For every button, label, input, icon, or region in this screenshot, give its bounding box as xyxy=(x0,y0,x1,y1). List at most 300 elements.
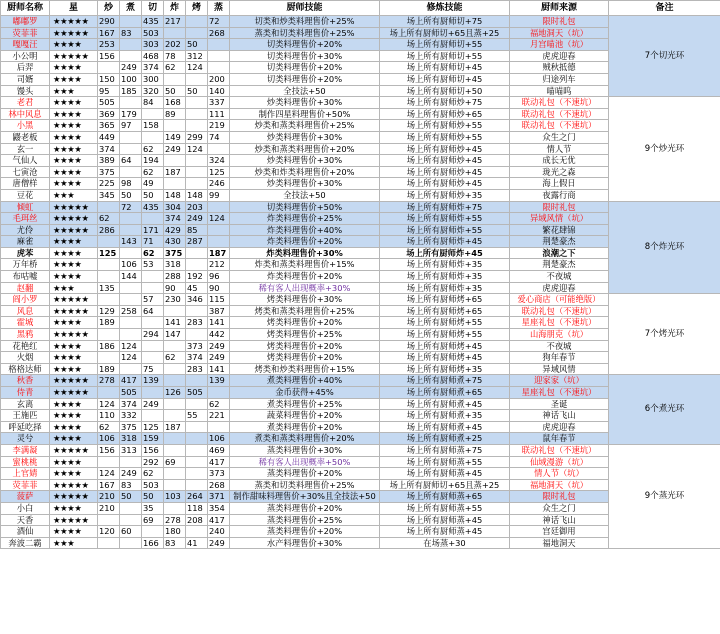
chef-name-cell[interactable]: 林中风息 xyxy=(1,108,50,120)
chef-skill-cell[interactable]: 蒸类料理售价+20% xyxy=(230,526,380,538)
star-rating-cell[interactable]: ★★★★ xyxy=(50,97,98,109)
boil-value-cell[interactable] xyxy=(120,282,142,294)
steam-value-cell[interactable]: 141 xyxy=(208,363,230,375)
boil-value-cell[interactable]: 124 xyxy=(120,340,142,352)
steam-value-cell[interactable]: 200 xyxy=(208,73,230,85)
group-note-cell[interactable]: 8个炸光环 xyxy=(609,201,720,294)
star-rating-cell[interactable]: ★★★ xyxy=(50,282,98,294)
cut-value-cell[interactable] xyxy=(142,410,164,422)
chef-skill-cell[interactable]: 蒸类料理售价+20% xyxy=(230,502,380,514)
fry-value-cell[interactable]: 89 xyxy=(164,108,186,120)
stir-value-cell[interactable]: 120 xyxy=(98,526,120,538)
roast-value-cell[interactable]: 249 xyxy=(186,213,208,225)
group-note-cell[interactable]: 9个炒光环 xyxy=(609,97,720,201)
stir-value-cell[interactable]: 449 xyxy=(98,131,120,143)
stir-value-cell[interactable] xyxy=(98,329,120,341)
fry-value-cell[interactable]: 318 xyxy=(164,259,186,271)
roast-value-cell[interactable] xyxy=(186,97,208,109)
col-header-steam[interactable]: 蒸 xyxy=(208,1,230,16)
training-skill-cell[interactable]: 场上所有厨师切+65且蒸+25 xyxy=(380,479,510,491)
training-skill-cell[interactable]: 场上所有厨师切+50 xyxy=(380,85,510,97)
chef-name-cell[interactable]: 小公明 xyxy=(1,50,50,62)
chef-skill-cell[interactable]: 炒类料理售价+30% xyxy=(230,178,380,190)
chef-source-cell[interactable]: 异域风情 xyxy=(510,363,609,375)
star-rating-cell[interactable]: ★★★★ xyxy=(50,143,98,155)
boil-value-cell[interactable]: 249 xyxy=(120,62,142,74)
training-skill-cell[interactable]: 场上所有厨师切+55 xyxy=(380,50,510,62)
cut-value-cell[interactable]: 57 xyxy=(142,294,164,306)
boil-value-cell[interactable]: 185 xyxy=(120,85,142,97)
fry-value-cell[interactable]: 187 xyxy=(164,166,186,178)
chef-name-cell[interactable]: 火烟 xyxy=(1,352,50,364)
cut-value-cell[interactable]: 503 xyxy=(142,479,164,491)
fry-value-cell[interactable]: 149 xyxy=(164,131,186,143)
star-rating-cell[interactable]: ★★★★ xyxy=(50,62,98,74)
chef-name-cell[interactable]: 天香 xyxy=(1,514,50,526)
boil-value-cell[interactable] xyxy=(120,224,142,236)
stir-value-cell[interactable] xyxy=(98,259,120,271)
chef-name-cell[interactable]: 荧菲菲 xyxy=(1,479,50,491)
chef-skill-cell[interactable]: 炸类料理售价+20% xyxy=(230,236,380,248)
boil-value-cell[interactable]: 124 xyxy=(120,352,142,364)
chef-skill-cell[interactable]: 烤类料理售价+20% xyxy=(230,317,380,329)
boil-value-cell[interactable]: 72 xyxy=(120,201,142,213)
training-skill-cell[interactable]: 场上所有厨师烤+65 xyxy=(380,294,510,306)
chef-source-cell[interactable]: 联动礼包（不速坑） xyxy=(510,444,609,456)
fry-value-cell[interactable]: 374 xyxy=(164,213,186,225)
roast-value-cell[interactable]: 124 xyxy=(186,143,208,155)
fry-value-cell[interactable]: 230 xyxy=(164,294,186,306)
training-skill-cell[interactable]: 场上所有厨师蒸+55 xyxy=(380,456,510,468)
steam-value-cell[interactable]: 72 xyxy=(208,16,230,28)
star-rating-cell[interactable]: ★★★★★ xyxy=(50,329,98,341)
chef-name-cell[interactable]: 倾虹 xyxy=(1,201,50,213)
steam-value-cell[interactable]: 62 xyxy=(208,398,230,410)
roast-value-cell[interactable]: 264 xyxy=(186,491,208,503)
training-skill-cell[interactable]: 场上所有厨师煮+45 xyxy=(380,398,510,410)
steam-value-cell[interactable]: 139 xyxy=(208,375,230,387)
star-rating-cell[interactable]: ★★★★ xyxy=(50,247,98,259)
fry-value-cell[interactable]: 126 xyxy=(164,387,186,399)
chef-name-cell[interactable]: 小白 xyxy=(1,502,50,514)
roast-value-cell[interactable]: 373 xyxy=(186,340,208,352)
fry-value-cell[interactable]: 62 xyxy=(164,352,186,364)
steam-value-cell[interactable] xyxy=(208,143,230,155)
chef-name-cell[interactable]: 虎苯 xyxy=(1,247,50,259)
stir-value-cell[interactable]: 124 xyxy=(98,468,120,480)
star-rating-cell[interactable]: ★★★★ xyxy=(50,433,98,445)
roast-value-cell[interactable]: 45 xyxy=(186,282,208,294)
steam-value-cell[interactable]: 141 xyxy=(208,317,230,329)
roast-value-cell[interactable]: 283 xyxy=(186,317,208,329)
star-rating-cell[interactable]: ★★★★ xyxy=(50,166,98,178)
chef-skill-cell[interactable]: 稀有客人出现概率+50% xyxy=(230,456,380,468)
star-rating-cell[interactable]: ★★★★ xyxy=(50,155,98,167)
training-skill-cell[interactable]: 场上所有厨师切+55 xyxy=(380,39,510,51)
steam-value-cell[interactable]: 111 xyxy=(208,108,230,120)
chef-source-cell[interactable]: 限时礼包 xyxy=(510,491,609,503)
roast-value-cell[interactable] xyxy=(186,433,208,445)
chef-source-cell[interactable]: 虎虎迎春 xyxy=(510,421,609,433)
stir-value-cell[interactable]: 167 xyxy=(98,479,120,491)
training-skill-cell[interactable]: 场上所有厨师煮+75 xyxy=(380,375,510,387)
chef-source-cell[interactable]: 联动礼包（不速坑） xyxy=(510,120,609,132)
chef-name-cell[interactable]: 上官婧 xyxy=(1,468,50,480)
chef-skill-cell[interactable]: 全技法+50 xyxy=(230,85,380,97)
cut-value-cell[interactable]: 435 xyxy=(142,16,164,28)
fry-value-cell[interactable]: 304 xyxy=(164,201,186,213)
boil-value-cell[interactable]: 417 xyxy=(120,375,142,387)
training-skill-cell[interactable]: 场上所有厨师煮+65 xyxy=(380,387,510,399)
chef-name-cell[interactable]: 荧菲菲 xyxy=(1,27,50,39)
cut-value-cell[interactable] xyxy=(142,131,164,143)
table-row[interactable] xyxy=(1,444,720,456)
chef-skill-cell[interactable]: 切类和炒类料理售价+25% xyxy=(230,16,380,28)
steam-value-cell[interactable] xyxy=(208,224,230,236)
stir-value-cell[interactable]: 167 xyxy=(98,27,120,39)
cut-value-cell[interactable]: 292 xyxy=(142,456,164,468)
cut-value-cell[interactable]: 166 xyxy=(142,537,164,549)
roast-value-cell[interactable]: 283 xyxy=(186,363,208,375)
chef-name-cell[interactable]: 后羿 xyxy=(1,62,50,74)
table-row[interactable] xyxy=(1,16,720,28)
cut-value-cell[interactable]: 62 xyxy=(142,468,164,480)
roast-value-cell[interactable]: 124 xyxy=(186,62,208,74)
fry-value-cell[interactable] xyxy=(164,468,186,480)
chef-source-cell[interactable]: 荆楚豪杰 xyxy=(510,236,609,248)
boil-value-cell[interactable] xyxy=(120,329,142,341)
chef-source-cell[interactable]: 神话飞山 xyxy=(510,514,609,526)
training-skill-cell[interactable]: 场上所有厨师炒+35 xyxy=(380,189,510,201)
group-note-cell[interactable]: 6个煮光环 xyxy=(609,375,720,445)
training-skill-cell[interactable]: 场上所有厨师炸+35 xyxy=(380,259,510,271)
cut-value-cell[interactable] xyxy=(142,352,164,364)
chef-source-cell[interactable]: 海上假日 xyxy=(510,178,609,190)
chef-skill-cell[interactable]: 炒类和炸类料理售价+20% xyxy=(230,166,380,178)
boil-value-cell[interactable] xyxy=(120,50,142,62)
stir-value-cell[interactable] xyxy=(98,537,120,549)
training-skill-cell[interactable]: 场上所有厨师烤+45 xyxy=(380,340,510,352)
steam-value-cell[interactable]: 125 xyxy=(208,166,230,178)
chef-skill-cell[interactable]: 炸类料理售价+20% xyxy=(230,271,380,283)
fry-value-cell[interactable] xyxy=(164,120,186,132)
fry-value-cell[interactable]: 202 xyxy=(164,39,186,51)
star-rating-cell[interactable]: ★★★★ xyxy=(50,73,98,85)
training-skill-cell[interactable]: 场上所有厨师炸+45 xyxy=(380,236,510,248)
steam-value-cell[interactable]: 124 xyxy=(208,213,230,225)
chef-source-cell[interactable]: 福地洞天（坑） xyxy=(510,27,609,39)
boil-value-cell[interactable] xyxy=(120,537,142,549)
chef-skill-cell[interactable]: 炸类料理售价+25% xyxy=(230,213,380,225)
chef-name-cell[interactable]: 唐僧样 xyxy=(1,178,50,190)
training-skill-cell[interactable]: 场上所有厨师炒+75 xyxy=(380,97,510,109)
chef-name-cell[interactable]: 奔波二霸 xyxy=(1,537,50,549)
star-rating-cell[interactable]: ★★★ xyxy=(50,537,98,549)
roast-value-cell[interactable]: 287 xyxy=(186,236,208,248)
col-header-cut[interactable]: 切 xyxy=(142,1,164,16)
cut-value-cell[interactable] xyxy=(142,282,164,294)
star-rating-cell[interactable]: ★★★★★ xyxy=(50,387,98,399)
training-skill-cell[interactable]: 场上所有厨师炒+45 xyxy=(380,178,510,190)
roast-value-cell[interactable] xyxy=(186,398,208,410)
chef-name-cell[interactable]: 豆花 xyxy=(1,189,50,201)
cut-value-cell[interactable]: 64 xyxy=(142,305,164,317)
star-rating-cell[interactable]: ★★★★ xyxy=(50,363,98,375)
chef-name-cell[interactable]: 司婿 xyxy=(1,73,50,85)
cut-value-cell[interactable]: 139 xyxy=(142,375,164,387)
stir-value-cell[interactable]: 278 xyxy=(98,375,120,387)
cut-value-cell[interactable] xyxy=(142,526,164,538)
stir-value-cell[interactable]: 106 xyxy=(98,433,120,445)
chef-name-cell[interactable]: 霍城 xyxy=(1,317,50,329)
chef-name-cell[interactable]: 赵翻 xyxy=(1,282,50,294)
chef-source-cell[interactable]: 月宫喵池（坑） xyxy=(510,39,609,51)
fry-value-cell[interactable]: 148 xyxy=(164,189,186,201)
chef-skill-cell[interactable]: 切类料理售价+20% xyxy=(230,62,380,74)
fry-value-cell[interactable]: 69 xyxy=(164,456,186,468)
chef-skill-cell[interactable]: 制作四星料理售价+50% xyxy=(230,108,380,120)
roast-value-cell[interactable] xyxy=(186,108,208,120)
stir-value-cell[interactable]: 189 xyxy=(98,363,120,375)
chef-source-cell[interactable]: 圣诞 xyxy=(510,398,609,410)
boil-value-cell[interactable] xyxy=(120,39,142,51)
stir-value-cell[interactable]: 225 xyxy=(98,178,120,190)
roast-value-cell[interactable]: 505 xyxy=(186,387,208,399)
chef-source-cell[interactable]: 神话飞山 xyxy=(510,410,609,422)
stir-value-cell[interactable]: 95 xyxy=(98,85,120,97)
boil-value-cell[interactable] xyxy=(120,456,142,468)
fry-value-cell[interactable] xyxy=(164,73,186,85)
boil-value-cell[interactable] xyxy=(120,143,142,155)
stir-value-cell[interactable]: 186 xyxy=(98,340,120,352)
stir-value-cell[interactable] xyxy=(98,456,120,468)
training-skill-cell[interactable]: 场上所有厨师烤+65 xyxy=(380,305,510,317)
steam-value-cell[interactable]: 324 xyxy=(208,155,230,167)
chef-skill-cell[interactable]: 水产料理售价+30% xyxy=(230,537,380,549)
col-header-name[interactable]: 厨师名称 xyxy=(1,1,50,16)
stir-value-cell[interactable]: 135 xyxy=(98,282,120,294)
star-rating-cell[interactable]: ★★★★★ xyxy=(50,213,98,225)
chef-name-cell[interactable]: 麻雀 xyxy=(1,236,50,248)
chef-name-cell[interactable]: 鼹老板 xyxy=(1,131,50,143)
roast-value-cell[interactable] xyxy=(186,178,208,190)
fry-value-cell[interactable]: 217 xyxy=(164,16,186,28)
cut-value-cell[interactable]: 320 xyxy=(142,85,164,97)
chef-source-cell[interactable]: 异域风情（坑） xyxy=(510,213,609,225)
roast-value-cell[interactable] xyxy=(186,526,208,538)
chef-source-cell[interactable]: 山海朋克（坑） xyxy=(510,329,609,341)
cut-value-cell[interactable]: 300 xyxy=(142,73,164,85)
chef-name-cell[interactable]: 气仙人 xyxy=(1,155,50,167)
chef-name-cell[interactable]: 馒头 xyxy=(1,85,50,97)
steam-value-cell[interactable]: 74 xyxy=(208,131,230,143)
table-row[interactable] xyxy=(1,375,720,387)
chef-name-cell[interactable]: 毛珥丝 xyxy=(1,213,50,225)
steam-value-cell[interactable]: 90 xyxy=(208,282,230,294)
chef-source-cell[interactable]: 鼠年春节 xyxy=(510,433,609,445)
chef-source-cell[interactable]: 众生之门 xyxy=(510,502,609,514)
roast-value-cell[interactable]: 203 xyxy=(186,201,208,213)
stir-value-cell[interactable]: 210 xyxy=(98,502,120,514)
roast-value-cell[interactable]: 41 xyxy=(186,537,208,549)
training-skill-cell[interactable]: 场上所有厨师炒+55 xyxy=(380,131,510,143)
chef-skill-cell[interactable]: 制作甜味料理售价+30%且全技法+50 xyxy=(230,491,380,503)
chef-source-cell[interactable]: 联动礼包（不速坑） xyxy=(510,305,609,317)
fry-value-cell[interactable]: 180 xyxy=(164,526,186,538)
cut-value-cell[interactable] xyxy=(142,340,164,352)
chef-name-cell[interactable]: 阎小罗 xyxy=(1,294,50,306)
fry-value-cell[interactable] xyxy=(164,502,186,514)
cut-value-cell[interactable]: 503 xyxy=(142,27,164,39)
chef-name-cell[interactable]: 玄离 xyxy=(1,398,50,410)
star-rating-cell[interactable]: ★★★★★ xyxy=(50,294,98,306)
roast-value-cell[interactable] xyxy=(186,247,208,259)
chef-name-cell[interactable]: 侍青 xyxy=(1,387,50,399)
fry-value-cell[interactable]: 249 xyxy=(164,143,186,155)
chef-name-cell[interactable]: 蜜桃桃 xyxy=(1,456,50,468)
chef-source-cell[interactable]: 不夜城 xyxy=(510,271,609,283)
star-rating-cell[interactable]: ★★★★ xyxy=(50,131,98,143)
chef-source-cell[interactable]: 限时礼包 xyxy=(510,201,609,213)
roast-value-cell[interactable] xyxy=(186,468,208,480)
training-skill-cell[interactable]: 场上所有厨师切+45 xyxy=(380,73,510,85)
chef-name-cell[interactable]: 布咕嘘 xyxy=(1,271,50,283)
training-skill-cell[interactable]: 场上所有厨师炒+45 xyxy=(380,155,510,167)
stir-value-cell[interactable]: 62 xyxy=(98,213,120,225)
steam-value-cell[interactable]: 96 xyxy=(208,271,230,283)
roast-value-cell[interactable]: 148 xyxy=(186,189,208,201)
cut-value-cell[interactable]: 53 xyxy=(142,259,164,271)
chef-source-cell[interactable]: 联动礼包（不速坑） xyxy=(510,97,609,109)
roast-value-cell[interactable] xyxy=(186,120,208,132)
star-rating-cell[interactable]: ★★★★★ xyxy=(50,27,98,39)
stir-value-cell[interactable]: 129 xyxy=(98,305,120,317)
chef-name-cell[interactable]: 酒仙 xyxy=(1,526,50,538)
chef-source-cell[interactable]: 虎虎迎春 xyxy=(510,282,609,294)
steam-value-cell[interactable]: 373 xyxy=(208,468,230,480)
steam-value-cell[interactable]: 371 xyxy=(208,491,230,503)
chef-skill-cell[interactable]: 煮类料理售价+40% xyxy=(230,375,380,387)
roast-value-cell[interactable]: 118 xyxy=(186,502,208,514)
star-rating-cell[interactable]: ★★★★ xyxy=(50,271,98,283)
roast-value-cell[interactable] xyxy=(186,305,208,317)
fry-value-cell[interactable] xyxy=(164,479,186,491)
star-rating-cell[interactable]: ★★★★ xyxy=(50,421,98,433)
boil-value-cell[interactable]: 98 xyxy=(120,178,142,190)
chef-source-cell[interactable]: 情人节 xyxy=(510,143,609,155)
boil-value-cell[interactable]: 374 xyxy=(120,398,142,410)
boil-value-cell[interactable] xyxy=(120,16,142,28)
chef-source-cell[interactable]: 爱心商店（可能绝版） xyxy=(510,294,609,306)
chef-source-cell[interactable]: 成长无优 xyxy=(510,155,609,167)
fry-value-cell[interactable]: 50 xyxy=(164,85,186,97)
fry-value-cell[interactable]: 141 xyxy=(164,317,186,329)
fry-value-cell[interactable] xyxy=(164,305,186,317)
fry-value-cell[interactable]: 90 xyxy=(164,282,186,294)
star-rating-cell[interactable]: ★★★★ xyxy=(50,502,98,514)
chef-skill-cell[interactable]: 蒸类料理售价+20% xyxy=(230,468,380,480)
stir-value-cell[interactable]: 62 xyxy=(98,421,120,433)
boil-value-cell[interactable] xyxy=(120,514,142,526)
boil-value-cell[interactable]: 332 xyxy=(120,410,142,422)
star-rating-cell[interactable]: ★★★★ xyxy=(50,178,98,190)
boil-value-cell[interactable] xyxy=(120,97,142,109)
steam-value-cell[interactable]: 249 xyxy=(208,537,230,549)
roast-value-cell[interactable] xyxy=(186,421,208,433)
stir-value-cell[interactable]: 505 xyxy=(98,97,120,109)
chef-skill-cell[interactable]: 烤类料理售价+25% xyxy=(230,329,380,341)
fry-value-cell[interactable] xyxy=(164,398,186,410)
star-rating-cell[interactable]: ★★★★★ xyxy=(50,375,98,387)
training-skill-cell[interactable]: 场上所有厨师炒+55 xyxy=(380,120,510,132)
steam-value-cell[interactable]: 106 xyxy=(208,433,230,445)
fry-value-cell[interactable]: 187 xyxy=(164,421,186,433)
boil-value-cell[interactable]: 50 xyxy=(120,189,142,201)
cut-value-cell[interactable] xyxy=(142,317,164,329)
chef-name-cell[interactable]: 黑鸦 xyxy=(1,329,50,341)
chef-name-cell[interactable]: 万年桥 xyxy=(1,259,50,271)
roast-value-cell[interactable] xyxy=(186,479,208,491)
steam-value-cell[interactable] xyxy=(208,201,230,213)
boil-value-cell[interactable]: 258 xyxy=(120,305,142,317)
training-skill-cell[interactable]: 场上所有厨师烤+55 xyxy=(380,329,510,341)
steam-value-cell[interactable]: 354 xyxy=(208,502,230,514)
boil-value-cell[interactable]: 318 xyxy=(120,433,142,445)
roast-value-cell[interactable] xyxy=(186,329,208,341)
chef-skill-cell[interactable]: 蒸类和切类料理售价+25% xyxy=(230,479,380,491)
group-note-cell[interactable]: 9个蒸光环 xyxy=(609,444,720,548)
star-rating-cell[interactable]: ★★★★★ xyxy=(50,479,98,491)
steam-value-cell[interactable]: 249 xyxy=(208,340,230,352)
cut-value-cell[interactable]: 125 xyxy=(142,421,164,433)
fry-value-cell[interactable] xyxy=(164,363,186,375)
fry-value-cell[interactable] xyxy=(164,27,186,39)
steam-value-cell[interactable]: 187 xyxy=(208,247,230,259)
chef-skill-cell[interactable]: 炸类料理售价+40% xyxy=(230,224,380,236)
stir-value-cell[interactable]: 156 xyxy=(98,50,120,62)
fry-value-cell[interactable]: 168 xyxy=(164,97,186,109)
col-header-note[interactable]: 备注 xyxy=(609,1,720,16)
boil-value-cell[interactable]: 249 xyxy=(120,468,142,480)
star-rating-cell[interactable]: ★★★★ xyxy=(50,340,98,352)
boil-value-cell[interactable]: 83 xyxy=(120,479,142,491)
group-note-cell[interactable]: 7个烤光环 xyxy=(609,294,720,375)
chef-name-cell[interactable]: 嘎嘎汪 xyxy=(1,39,50,51)
roast-value-cell[interactable] xyxy=(186,166,208,178)
steam-value-cell[interactable] xyxy=(208,50,230,62)
chef-source-cell[interactable]: 联动礼包（不速坑） xyxy=(510,108,609,120)
steam-value-cell[interactable]: 219 xyxy=(208,120,230,132)
fry-value-cell[interactable]: 375 xyxy=(164,247,186,259)
roast-value-cell[interactable]: 374 xyxy=(186,352,208,364)
stir-value-cell[interactable] xyxy=(98,236,120,248)
chef-skill-cell[interactable]: 切类料理售价+20% xyxy=(230,73,380,85)
boil-value-cell[interactable] xyxy=(120,166,142,178)
chef-skill-cell[interactable]: 蔬菜料理售价+20% xyxy=(230,410,380,422)
chef-source-cell[interactable]: 虎虎迎春 xyxy=(510,50,609,62)
cut-value-cell[interactable] xyxy=(142,271,164,283)
training-skill-cell[interactable]: 场上所有厨师炸+35 xyxy=(380,282,510,294)
stir-value-cell[interactable]: 345 xyxy=(98,189,120,201)
col-header-star[interactable]: 星 xyxy=(50,1,98,16)
chef-name-cell[interactable]: 小黑 xyxy=(1,120,50,132)
cut-value-cell[interactable]: 158 xyxy=(142,120,164,132)
chef-source-cell[interactable]: 迎家家（坑） xyxy=(510,375,609,387)
chef-skill-cell[interactable]: 烤类和蒸类料理售价+25% xyxy=(230,305,380,317)
chef-source-cell[interactable]: 喵喵呜 xyxy=(510,85,609,97)
star-rating-cell[interactable]: ★★★ xyxy=(50,189,98,201)
training-skill-cell[interactable]: 场上所有厨师炸+75 xyxy=(380,201,510,213)
